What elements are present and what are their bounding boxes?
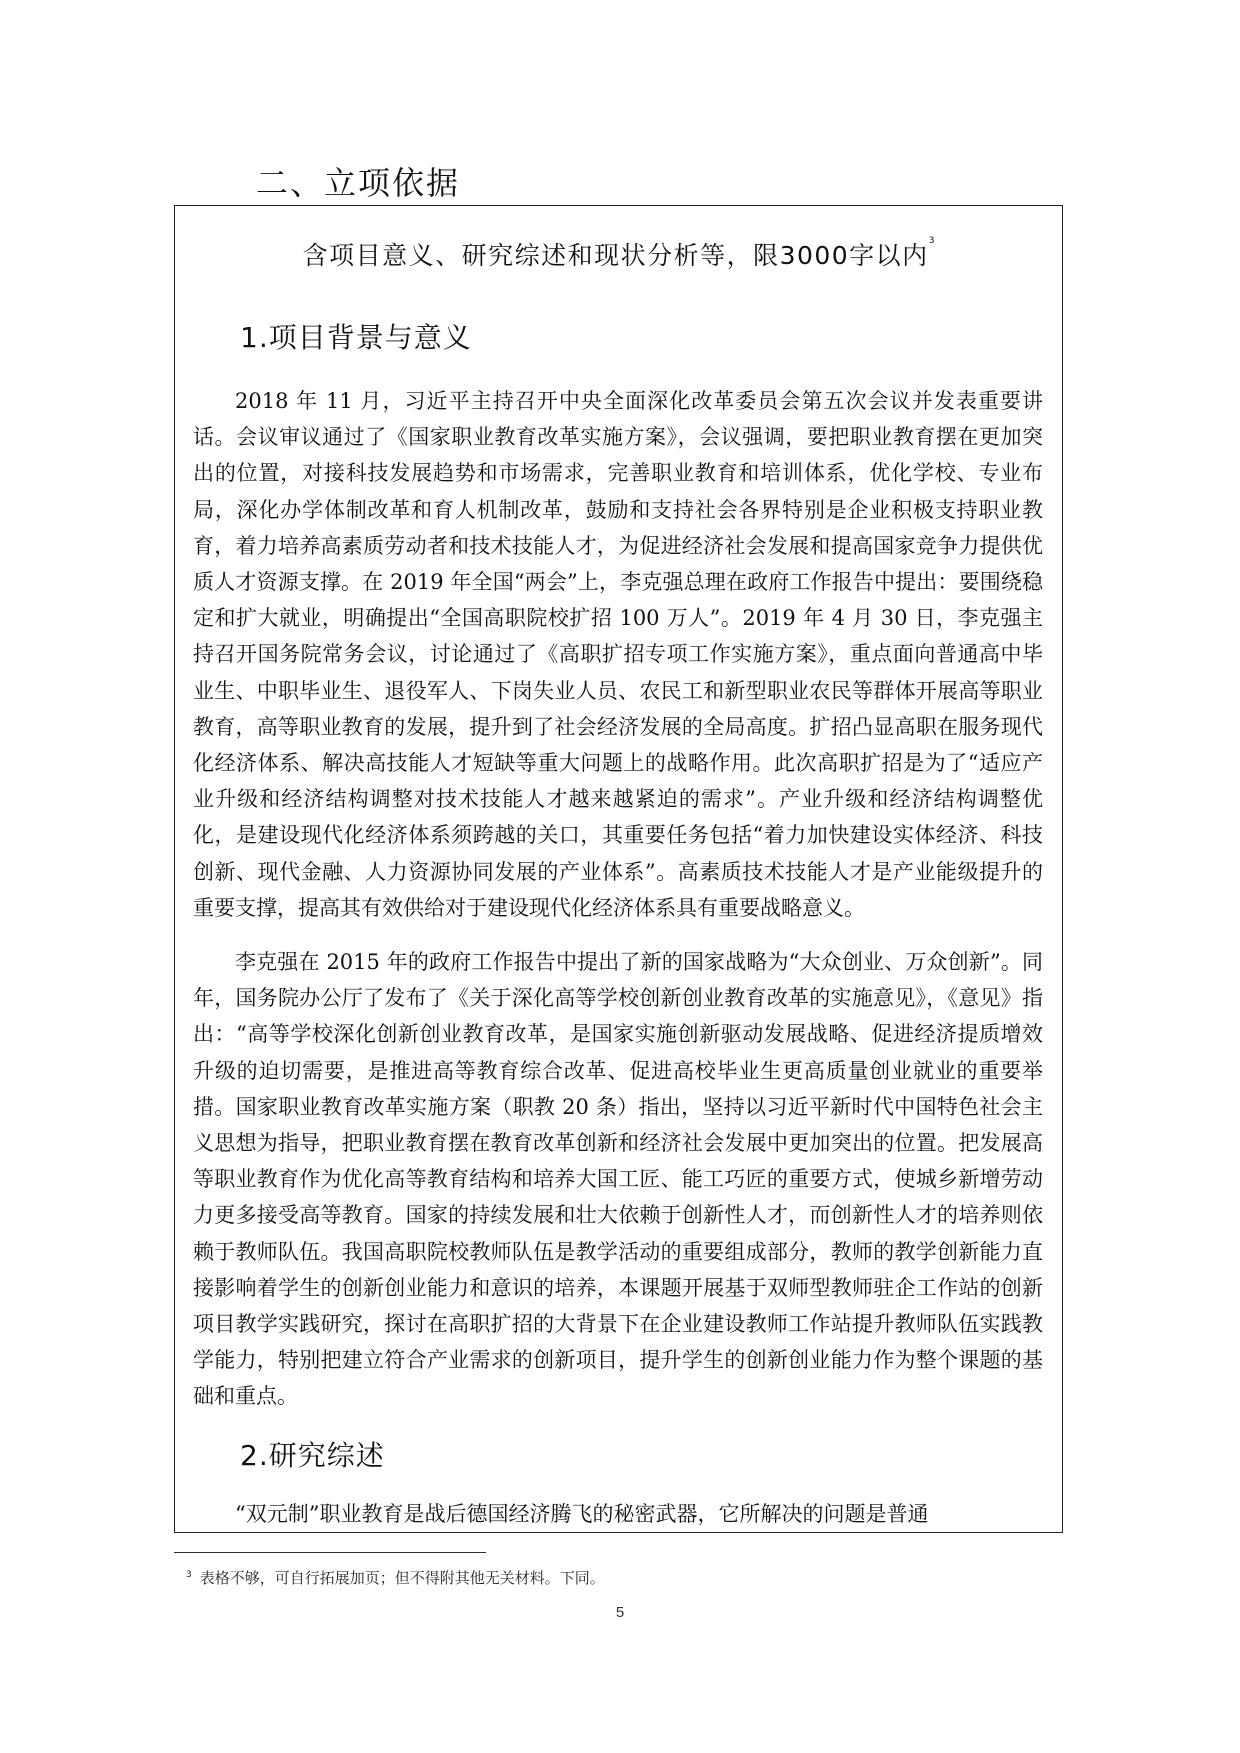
box-heading [175, 236, 1062, 272]
box-heading-text: 含项目意义、研究综述和现状分析等，限3000字以内 [302, 241, 929, 270]
page-number: 5 [615, 1604, 625, 1621]
paragraph: 李克强在 2015 年的政府工作报告中提出了新的国家战略为“大众创业、万众创新”。同年，国务院办公厅了发布了《关于深化高等学校创新创业教育改革的实施意见》，《意见》指出：“高等学校深化创新创业教育改革，是国家实施创新驱动发展战略、促进经济提质增效升级的迫切需要，是推进高等教育综合改革、促进高校毕业生更高质量创业就业的重要举措。国家职业教育改革实施方案（职教 20 条）指出，坚持以习近平新时代中国特色社会主义思想为指导，把职业教育摆在教育改革创新和经济社会发展中更加突出的位置。把发展高等职业教育作为优化高等教育结构和培养大国工匠、能工巧匠的重要方式，使城乡新增劳动力更多接受高等教育。国家的持续发展和壮大依赖于创新性人才，而创新性人才的培养则依赖于教师队伍。我国高职院校教师队伍是教学活动的重要组成部分，教师的教学创新能力直接影响着学生的创新创业能力和意识的培养，本课题开展基于双师型教师驻企工作站的创新项目教学实践研究，探讨在高职扩招的大背景下在企业建设教师工作站提升教师队伍实践教学能力，特别把建立符合产业需求的创新项目，提升学生的创新创业能力作为整个课题的基础和重点。 [193, 950, 1043, 1409]
footnote-divider [174, 1552, 486, 1553]
footnote [186, 1567, 605, 1588]
footnote-reference: 3 [928, 236, 935, 246]
footnote-text: 表格不够，可自行拓展加页；但不得附其他无关材料。下同。 [199, 1569, 605, 1587]
section-title: 二、立项依据 [256, 164, 461, 202]
subsection-title-review: 2.研究综述 [240, 1439, 385, 1472]
paragraph: 2018 年 11 月，习近平主持召开中央全面深化改革委员会第五次会议并发表重要讲话。会议审议通过了《国家职业教育改革实施方案》，会议强调，要把职业教育摆在更加突出的位置，对接科技发展趋势和市场需求，完善职业教育和培训体系，优化学校、专业布局，深化办学体制改革和育人机制改革，鼓励和支持社会各界特别是企业积极支持职业教育，着力培养高素质劳动者和技术技能人才，为促进经济社会发展和提高国家竞争力提供优质人才资源支撑。在 2019 年全国“两会”上，李克强总理在政府工作报告中提出：要围绕稳定和扩大就业，明确提出“全国高职院校扩招 100 万人”。2019 年 4 月 30 日，李克强主持召开国务院常务会议，讨论通过了《高职扩招专项工作实施方案》，重点面向普通高中毕业生、中职毕业生、退役军人、下岗失业人员、农民工和新型职业农民等群体开展高等职业教育，高等职业教育的发展，提升到了社会经济发展的全局高度。扩招凸显高职在服务现代化经济体系、解决高技能人才短缺等重大问题上的战略作用。此次高职扩招是为了“适应产业升级和经济结构调整对技术技能人才越来越紧迫的需求”。产业升级和经济结构调整优化，是建设现代化经济体系须跨越的关口，其重要任务包括“着力加快建设实体经济、科技创新、现代金融、人力资源协同发展的产业体系”。高素质技术技能人才是产业能级提升的重要支撑，提高其有效供给对于建设现代化经济体系具有重要战略意义。 [193, 389, 1043, 920]
subsection-title-background: 1.项目背景与意义 [240, 321, 472, 354]
footnote-marker: 3 [186, 1570, 192, 1580]
paragraph: “双元制”职业教育是战后德国经济腾飞的秘密武器，它所解决的问题是普通 [235, 1502, 929, 1526]
content-box [174, 205, 1063, 1533]
